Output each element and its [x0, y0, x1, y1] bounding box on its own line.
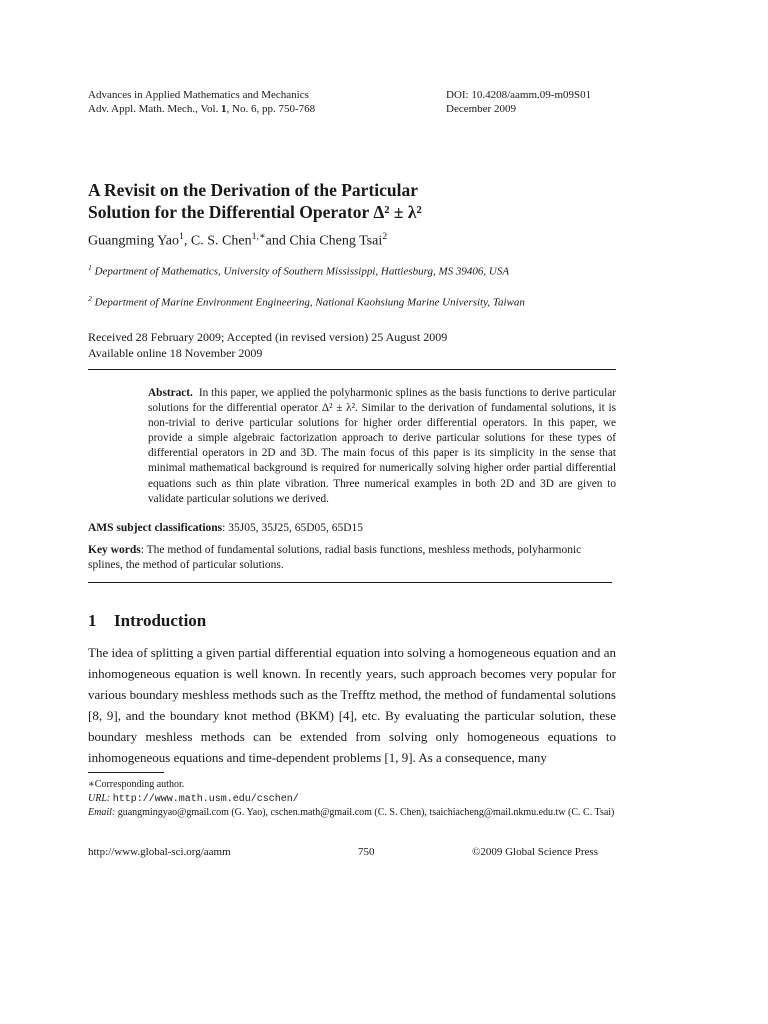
online-date: Available online 18 November 2009 [88, 346, 263, 360]
email-note: Email: guangmingyao@gmail.com (G. Yao), cschen.math@gmail.com (C. S. Chen), tsaichiacheng@mail.nkmu.edu.tw (C. C. Tsai) [88, 807, 615, 818]
page-number: 750 [358, 846, 375, 858]
abstract [148, 386, 616, 507]
author-1: Guangming Yao [88, 233, 180, 249]
author-3: and Chia Cheng Tsai [265, 233, 383, 249]
section-number: 1 [88, 611, 97, 630]
author-list: Guangming Yao$^1$, C. S. Chen$^{1,∗}$and Chia Cheng Tsai$^2$ [88, 231, 388, 249]
doi-block [446, 88, 591, 116]
affiliation-2: $^2$ Department of Marine Environment Engineering, National Kaohsiung Marine University, Taiwan [88, 294, 525, 309]
intro-paragraph: The idea of splitting a given partial differential equation into solving a homogeneous equation and an inhomogeneous equation is well known. In recently years, such approach becomes very popular for various boundary meshless methods such as the Trefftz method, the method of fundamental solutions [8, 9], and the boundary knot method (BKM) [4], etc. By evaluating the particular solution, these boundary meshless methods can be extended from solving only homogeneous equations to inhomogeneous equations and time-dependent problems [1, 9]. As a consequence, many [88, 645, 616, 765]
publication-dates [88, 329, 447, 361]
paper-title [88, 179, 422, 223]
keywords: Key words: The method of fundamental solutions, radial basis functions, meshless methods, polyharmonic splines, the method of particular solutions. [88, 544, 582, 571]
author-url-link[interactable]: http://www.math.usm.edu/cschen/ [112, 793, 299, 805]
title-line-2: Solution for the Differential Operator Δ² ± λ² [88, 202, 422, 222]
journal-citation: Adv. Appl. Math. Mech., Vol. 1, No. 6, pp. 750-768 [88, 103, 316, 115]
issue-date: December 2009 [446, 103, 516, 115]
journal-header [88, 88, 315, 116]
affiliation-1: $^1$ Department of Mathematics, University of Southern Mississippi, Hattiesburg, MS 39406, USA [88, 263, 510, 278]
received-date: Received 28 February 2009; Accepted (in revised version) 25 August 2009 [88, 330, 448, 344]
section-heading [88, 611, 206, 631]
section-title: Introduction [114, 611, 207, 630]
footnotes [88, 778, 616, 820]
email-addresses[interactable]: guangmingyao@gmail.com (G. Yao), cschen.math@gmail.com (C. S. Chen), tsaichiacheng@mail.nkmu.edu.tw (C. C. Tsai) [117, 807, 615, 818]
url-note: URL: http://www.math.usm.edu/cschen/ [88, 792, 299, 805]
journal-name: Advances in Applied Mathematics and Mechanics [88, 89, 309, 101]
footer-url[interactable]: http://www.global-sci.org/aamm [88, 846, 231, 858]
abstract-text: In this paper, we applied the polyharmonic splines as the basis functions to derive particular solutions for the differential operator Δ² ± λ². Similar to the derivation of fundamental solutions, it is non-trivial to derive particular solutions for higher order differential operators. In this paper, we provide a simple algebraic factorization approach to derive particular solutions for these types of differential operators in 2D and 3D. The main focus of this paper is its simplicity in the sense that minimal mathematical background is required for numerically solving higher order partial differential equations such as thin plate vibration. Three numerical examples in both 2D and 3D are given to validate particular solutions we derived. [148, 387, 616, 505]
corresponding-note: ∗Corresponding author. [88, 779, 185, 790]
divider-bottom [88, 582, 612, 583]
title-line-1: A Revisit on the Derivation of the Particular [88, 180, 419, 200]
author-2: , C. S. Chen [183, 233, 252, 249]
abstract-label: Abstract. [148, 387, 193, 399]
divider-top [88, 369, 616, 370]
copyright: ©2009 Global Science Press [472, 846, 598, 858]
footnote-rule [88, 772, 164, 773]
doi: DOI: 10.4208/aamm.09-m09S01 [446, 89, 592, 101]
volume-number: 1 [221, 103, 227, 115]
ams-classifications: AMS subject classifications: 35J05, 35J25, 65D05, 65D15 [88, 522, 364, 534]
